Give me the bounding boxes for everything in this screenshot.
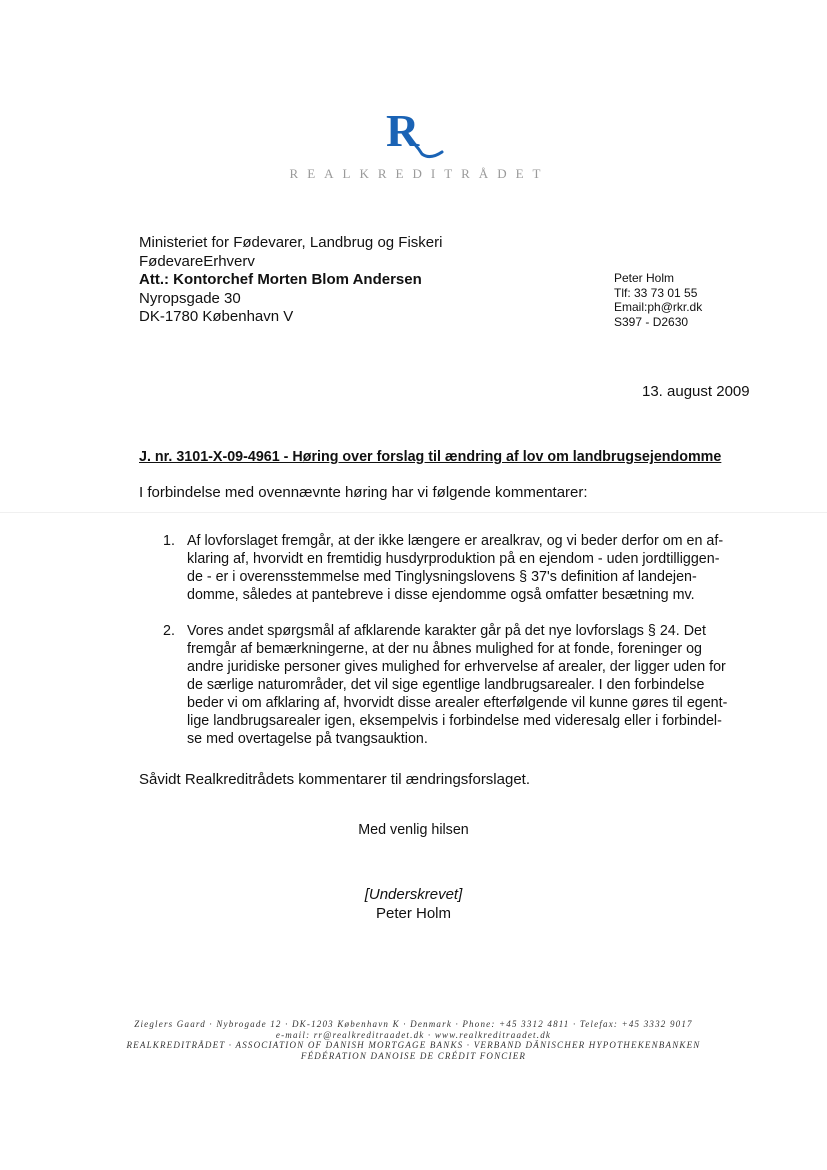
text-line: de - er i overensstemmelse med Tinglysningslovens § 37's definition af landejen- xyxy=(187,569,697,585)
sender-name: Peter Holm xyxy=(614,271,675,285)
comment-list xyxy=(163,532,748,748)
footer-line: e-mail: rr@realkreditraadet.dk · www.realkreditraadet.dk xyxy=(275,1029,552,1040)
recipient-line: FødevareErhverv xyxy=(139,252,255,270)
list-item xyxy=(163,532,748,604)
footer-line: REALKREDITRÅDET · ASSOCIATION OF DANISH MORTGAGE BANKS · VERBAND DÄNISCHER HYPOTHEKENBANKEN xyxy=(126,1040,701,1050)
recipient-att: Att.: Kontorchef Morten Blom Andersen xyxy=(139,271,422,288)
footer-line: Zieglers Gaard · Nybrogade 12 · DK-1203 København K · Denmark · Phone: +45 3312 4811 · Telefax: +45 3332 9017 xyxy=(134,1019,693,1029)
list-item-text xyxy=(187,622,748,748)
text-line: lige landbrugsarealer igen, eksempelvis i forbindelse med videresalg eller i forbindel- xyxy=(187,713,722,729)
sender-info xyxy=(614,271,702,329)
list-item-number: 2. xyxy=(163,623,175,639)
list-item-number: 1. xyxy=(163,533,175,549)
list-item-text xyxy=(187,532,748,604)
letter-closing: Såvidt Realkreditrådets kommentarer til ændringsforslaget. xyxy=(139,771,531,788)
logo-wordmark: REALKREDITRÅDET xyxy=(289,166,550,181)
recipient-street: Nyropsgade 30 xyxy=(139,289,241,307)
recipient-city: DK-1780 København V xyxy=(139,308,294,325)
recipient-line: Ministeriet for Fødevarer, Landbrug og Fiskeri xyxy=(139,234,443,251)
sender-email: Email:ph@rkr.dk xyxy=(614,300,703,314)
text-line: Af lovforslaget fremgår, at der ikke længere er arealkrav, og vi beder derfor om en af- xyxy=(187,533,724,549)
signature-note: [Underskrevet] xyxy=(364,886,463,903)
recipient-address xyxy=(139,234,442,327)
footer-line: FÉDÉRATION DANOISE DE CRÉDIT FONCIER xyxy=(300,1050,527,1061)
text-line: se med overtagelse på tvangsauktion. xyxy=(187,731,428,747)
sender-reference: S397 - D2630 xyxy=(614,314,689,329)
sender-phone: Tlf: 33 73 01 55 xyxy=(614,285,698,300)
letter-date: 13. august 2009 xyxy=(642,383,750,400)
letter-subject: J. nr. 3101-X-09-4961 - Høring over forslag til ændring af lov om landbrugsejendomme xyxy=(139,449,722,465)
text-line: domme, således at pantebreve i disse ejendomme også omfatter besætning mv. xyxy=(187,587,695,603)
signature-name: Peter Holm xyxy=(375,905,452,922)
text-line: de særlige naturområder, det vil sige egentlige landbrugsarealer. I den forbindelse xyxy=(187,677,705,693)
page-divider xyxy=(0,512,827,513)
text-line: fremgår af bemærkningerne, at der nu åbnes mulighed for at fonde, foreninger og xyxy=(187,641,702,657)
letter-intro: I forbindelse med ovennævnte høring har vi følgende kommentarer: xyxy=(139,484,588,501)
text-line: Vores andet spørgsmål af afklarende karakter går på det nye lovforslags § 24. Det xyxy=(187,623,706,639)
list-item xyxy=(163,622,748,748)
text-line: beder vi om afklaring af, hvorvidt disse arealer efterfølgende vil kunne gøres til egent- xyxy=(187,695,728,711)
text-line: andre juridiske personer gives mulighed for erhvervelse af arealer, der ligger uden for xyxy=(187,659,726,675)
letter-greeting: Med venlig hilsen xyxy=(358,822,469,838)
logo-monogram: R xyxy=(385,110,419,156)
letterhead-logo xyxy=(0,110,827,182)
realkreditraadet-monogram-icon xyxy=(382,110,446,160)
letterhead-footer xyxy=(0,1019,827,1061)
text-line: klaring af, hvorvidt en fremtidig husdyrproduktion på en ejendom - uden jordtilliggen- xyxy=(187,551,720,567)
